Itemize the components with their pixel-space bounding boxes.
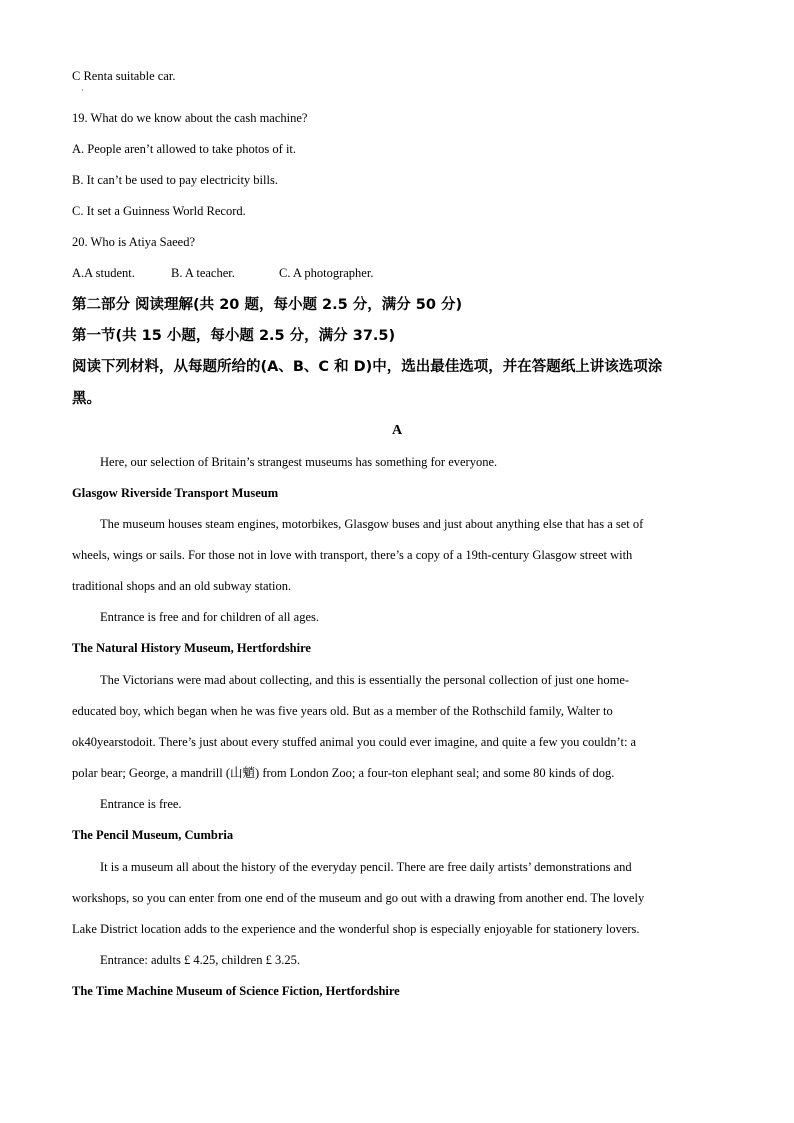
museum-text-line: It is a museum all about the history of the everyday pencil. There are free daily artists’ demonstrations and	[100, 860, 632, 874]
museum-text-line: educated boy, which began when he was five years old. But as a member of the Rothschild family, Walter to	[72, 704, 613, 718]
museum-text-line: polar bear; George, a mandrill (山魈) from London Zoo; a four-ton elephant seal; and some 80 kinds of dog.	[72, 766, 615, 780]
museum-entrance: Entrance: adults £ 4.25, children £ 3.25.	[100, 953, 300, 967]
q19-option-a: A. People aren’t allowed to take photos of it.	[72, 142, 297, 156]
museum-entrance: Entrance is free and for children of all ages.	[100, 610, 319, 624]
q18-option-c: C Renta suitable car.	[72, 69, 176, 83]
museum-text-line: traditional shops and an old subway station.	[72, 579, 292, 593]
passage-label: A	[391, 423, 403, 438]
q20-option-a: A.A student.	[72, 266, 135, 280]
museum-title: The Natural History Museum, Hertfordshire	[72, 641, 311, 655]
q19-question: 19. What do we know about the cash machine?	[72, 111, 308, 125]
passage-intro: Here, our selection of Britain’s strangest museums has something for everyone.	[100, 455, 498, 469]
q20-options	[72, 265, 373, 281]
museum-entrance: Entrance is free.	[100, 797, 182, 811]
museum-text-line: ok40yearstodoit. There’s just about every stuffed animal you could ever imagine, and quite a few you couldn’t: a	[72, 735, 637, 749]
stray-dot: ·	[81, 86, 84, 95]
museum-text-line: The museum houses steam engines, motorbikes, Glasgow buses and just about anything else that has a set of	[100, 517, 644, 531]
section1-heading: 第一节(共 15 小题，每小题 2.5 分，满分 37.5)	[72, 328, 396, 344]
museum-text-line: Lake District location adds to the experience and the wonderful shop is especially enjoyable for stationery lovers.	[72, 922, 640, 936]
museum-text-line: The Victorians were mad about collecting, and this is essentially the personal collection of just one home-	[100, 673, 630, 687]
q20-option-b: B. A teacher.	[171, 266, 235, 280]
museum-title: The Time Machine Museum of Science Fiction, Hertfordshire	[72, 984, 400, 998]
q19-option-b: B. It can’t be used to pay electricity bills.	[72, 173, 278, 187]
q20-question: 20. Who is Atiya Saeed?	[72, 235, 196, 249]
instruction-line-2: 黑。	[72, 391, 101, 407]
museum-text-line: wheels, wings or sails. For those not in love with transport, there’s a copy of a 19th-century Glasgow street with	[72, 548, 633, 562]
part2-heading: 第二部分 阅读理解(共 20 题，每小题 2.5 分，满分 50 分)	[72, 297, 463, 313]
museum-title: The Pencil Museum, Cumbria	[72, 828, 234, 842]
instruction-line-1: 阅读下列材料，从每题所给的(A、B、C 和 D)中，选出最佳选项，并在答题纸上讲该选项涂	[72, 359, 663, 375]
museum-text-line: workshops, so you can enter from one end of the museum and go out with a drawing from another end. The lovely	[72, 891, 645, 905]
q20-option-c: C. A photographer.	[279, 266, 374, 280]
museum-title: Glasgow Riverside Transport Museum	[72, 486, 279, 500]
q19-option-c: C. It set a Guinness World Record.	[72, 204, 246, 218]
